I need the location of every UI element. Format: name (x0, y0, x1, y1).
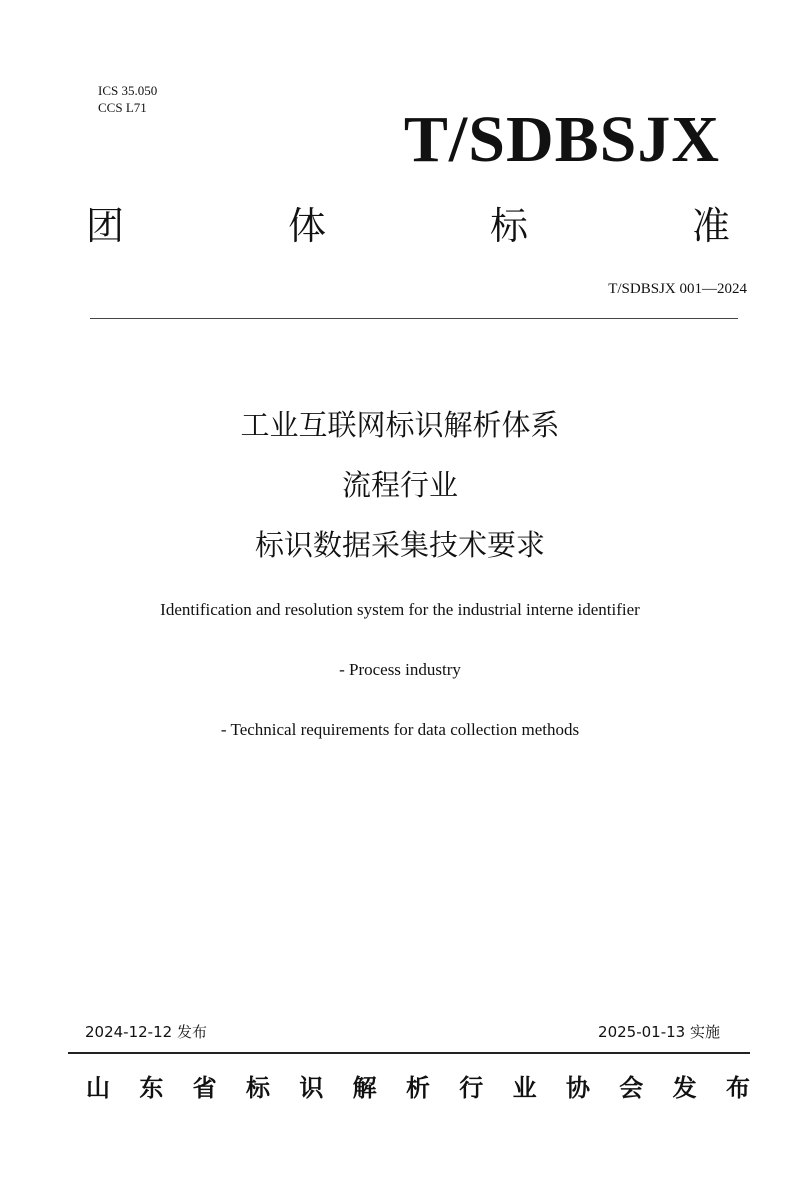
english-title-line: - Process industry (339, 660, 461, 679)
publisher (86, 1067, 750, 1103)
publisher-char: 析 (405, 1073, 430, 1102)
classification-codes (98, 82, 157, 116)
chinese-title-line: 流程行业 (341, 468, 458, 502)
english-title-line: Identification and resolution system for the industrial interne identifier (160, 600, 640, 619)
standard-type-char: 标 (489, 203, 528, 248)
standard-code-heading: T/SDBSJX (403, 103, 720, 176)
implement-date: 2025-01-13 实施 (598, 1023, 720, 1041)
english-title (0, 600, 800, 780)
publisher-char: 协 (565, 1073, 590, 1102)
publisher-char: 布 (725, 1073, 750, 1102)
ccs-code: CCS L71 (98, 100, 147, 115)
publisher-char: 东 (139, 1073, 164, 1102)
publisher-char: 发 (672, 1073, 697, 1102)
chinese-title-line: 工业互联网标识解析体系 (240, 408, 560, 442)
publisher-char: 解 (352, 1073, 377, 1102)
chinese-title-line: 标识数据采集技术要求 (254, 528, 545, 562)
publisher-char: 省 (192, 1073, 217, 1102)
standard-type-char: 准 (691, 203, 730, 248)
chinese-title (0, 395, 800, 575)
english-title-line: - Technical requirements for data collection methods (220, 720, 580, 739)
standard-type (86, 192, 730, 252)
publish-date: 2024-12-12 发布 (85, 1023, 207, 1041)
publisher-char: 行 (459, 1073, 484, 1102)
publisher-char: 会 (619, 1073, 644, 1102)
bottom-divider (68, 1052, 750, 1054)
publisher-char: 识 (299, 1073, 324, 1102)
ics-code: ICS 35.050 (98, 83, 158, 98)
publisher-char: 山 (86, 1073, 110, 1102)
standard-type-char: 体 (287, 203, 326, 248)
top-divider (90, 318, 738, 319)
publisher-char: 业 (512, 1073, 537, 1102)
standard-type-char: 团 (86, 203, 125, 248)
publisher-char: 标 (245, 1073, 270, 1102)
standard-number: T/SDBSJX 001—2024 (608, 281, 747, 297)
